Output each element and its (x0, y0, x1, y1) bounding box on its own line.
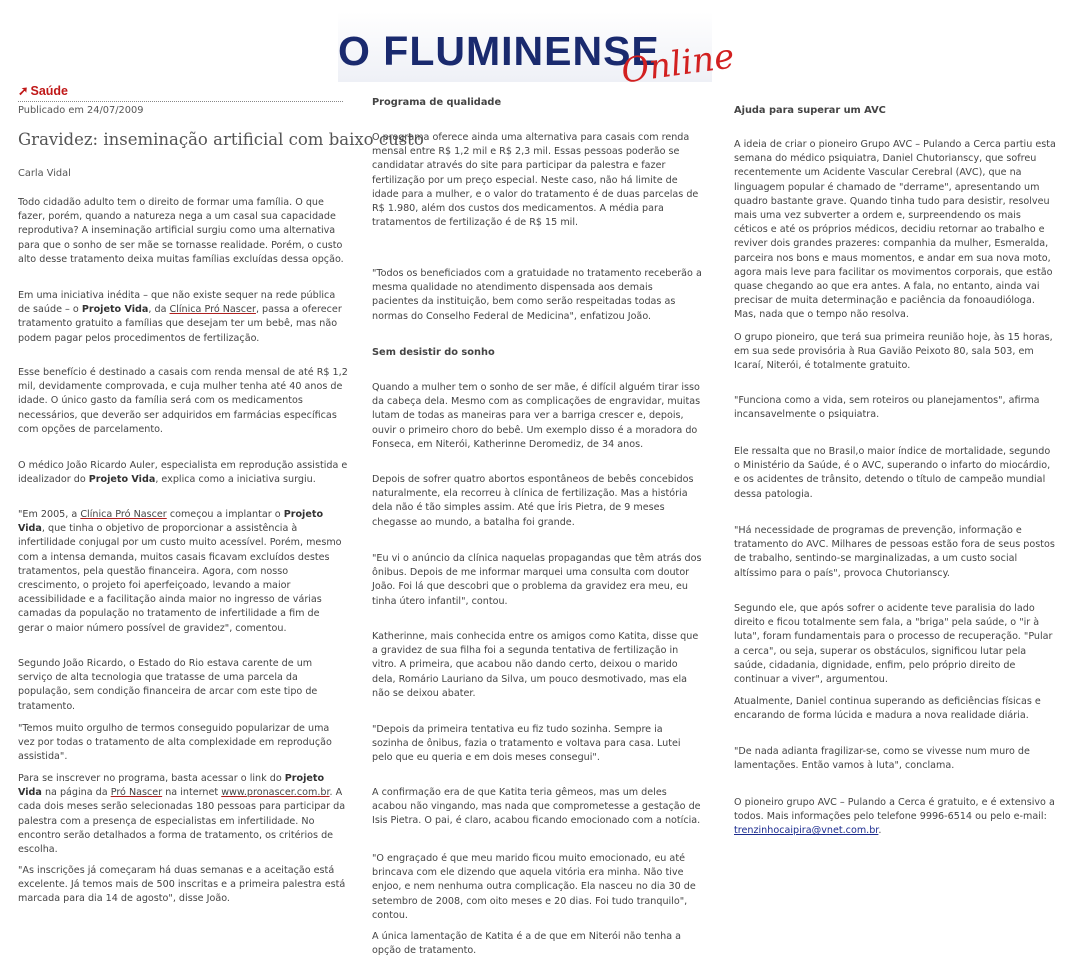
article-headline: Gravidez: inseminação artificial com baixo custo (18, 130, 424, 149)
website-link[interactable]: www.pronascer.com.br (221, 787, 330, 799)
paragraph: "Depois da primeira tentativa eu fiz tudo sozinha. Sempre ia sozinha de ônibus, fazia o tratamento e voltava para casa. Lutei pelo que eu queria e em dois meses consegui". (372, 724, 681, 764)
paragraph: A confirmação era de que Katita teria gêmeos, mas um deles acabou não vingando, mas nada que comprometesse a gestação de Isis Pietra. O pai, é claro, acabou ficando emocionado com a notícia. (372, 787, 701, 827)
paragraph: Segundo ele, que após sofrer o acidente teve paralisia do lado direito e ficou totalmente sem fala, a "briga" pela saúde, o "ir à luta", foram fundamentais para o processo de recuperação. "Pular a cerca", ou seja, superar os obstáculos, significou lutar pela saúde, cidadania, dignidade, enfim, pelo próprio direito de continuar a viver", argumentou. (734, 603, 1053, 686)
paragraph: "Todos os beneficiados com a gratuidade no tratamento receberão a mesma qualidade no atendimento dispensada aos demais pacientes da instituição, bem como serão respeitadas todas as normas do Conselho Federal de Medicina", enfatizou João. (372, 268, 702, 322)
project-name: Projeto Vida (81, 304, 149, 316)
text: . A cada dois meses serão selecionadas 180 pessoas para participar da palestra com a presença de especialistas em infertilidade. No encontro serão detalhados a forma de tratamento, os critérios de escolha. (18, 787, 346, 856)
paragraph: "Eu vi o anúncio da clínica naquelas propagandas que têm atrás dos ônibus. Depois de me informar marquei uma consulta com doutor João. Foi lá que descobri que o problema da gravidez era meu, eu tinha útero infantil", contou. (372, 553, 702, 607)
paragraph: "Temos muito orgulho de termos conseguido popularizar de uma vez por todas o tratamento de alta complexidade em reprodução assistida". (18, 723, 332, 763)
email-link[interactable]: trenzinhocaipira@vnet.com.br (734, 825, 879, 837)
paragraph: "Há necessidade de programas de prevenção, informação e tratamento do AVC. Milhares de pessoas estão fora de seus postos de trabalho, sentindo-se marginalizadas, a um custo social altíssimo para o país", provoca Chutorianscy. (734, 525, 1055, 579)
paragraph: A única lamentação de Katita é a de que em Niterói não tenha a opção de tratamento. (372, 931, 682, 957)
text: Em uma iniciativa inédita – que não existe sequer na rede pública de saúde – o (18, 290, 336, 316)
paragraph: Todo cidadão adulto tem o direito de formar uma família. O que fazer, porém, quando a natureza nega a um casal sua capacidade reprodutiva? A inseminação artificial surgiu como uma alternativa para que o sonho de ser mãe se tornasse realidade. Porém, o custo alto desse tratamento deixa muitas famílias excluídas dessa opção. (18, 197, 344, 265)
text: O pioneiro grupo AVC – Pulando a Cerca é gratuito, e é extensivo a todos. Mais informações pelo telefone 9996-6514 ou pelo e-mail: (734, 797, 1055, 823)
text: "Em 2005, a (18, 509, 81, 520)
text: , da (148, 304, 170, 316)
paragraph: Depois de sofrer quatro abortos espontâneos de bebês concebidos naturalmente, ela recorreu à clínica de fertilização. Mas a história dela não é tão simples assim. Até que Íris Pietra, de 9 meses chegasse ao mundo, a batalha foi grande. (372, 474, 694, 528)
divider (18, 101, 343, 102)
masthead-title: O FLUMINENSE (338, 28, 660, 74)
paragraph: O programa oferece ainda uma alternativa para casais com renda mensal entre R$ 1,2 mil e R$ 2,3 mil. Essas pessoas poderão se candidatar através do site para participar da palestra e fazer fertilização por um preço especial. Neste caso, não há limite de idade para a mulher, e o valor do tratamento é de duas parcelas de R$ 1.980, além dos custos dos medicamentos. A média para tratamentos de fertilização é de R$ 15 mil. (372, 132, 699, 229)
text: Para se inscrever no programa, basta acessar o link do (18, 773, 285, 784)
section-label[interactable] (18, 84, 68, 98)
paragraph: Katherinne, mais conhecida entre os amigos como Katita, disse que a gravidez de sua filha foi a segunda tentativa de fertilização in vitro. A primeira, que acabou não dando certo, deixou o marido dela, Romário Lauriano da Silva, um pouco desmotivado, mas ela não se deixou abater. (372, 631, 699, 699)
paragraph: Segundo João Ricardo, o Estado do Rio estava carente de um serviço de alta tecnologia que tratasse de uma parcela da população, sem condição financeira de arcar com este tipo de tratamento. (18, 658, 318, 712)
paragraph: A ideia de criar o pioneiro Grupo AVC – Pulando a Cerca partiu esta semana do médico psiquiatra, Daniel Chutorianscy, que sofreu recentemente um Acidente Vascular Cerebral (AVC), que na linguagem popular é chamado de "derrame", apresentando um quadro bastante grave. Quando tinha tudo para desistir, resolveu mais uma vez subverter a ordem e, surpreendendo os mais céticos e até os próprios médicos, decidiu retornar ao trabalho e reviver dois grandes prazeres: companhia da mulher, Esmeralda, parceira nos bons e maus momentos, e andar em sua nova moto, agora mais leve para facilitar os movimentos corporais, que estão quase chegando ao que era antes. A fala, no entanto, ainda vai precisar de muita determinação e paciência da fonoaudióloga. Mas, nada que o tempo não resolva. (734, 139, 1056, 321)
paragraph (18, 289, 348, 346)
paragraph: Ele ressalta que no Brasil,o maior índice de mortalidade, segundo o Ministério da Saúde, é o AVC, superando o infarto do miocárdio, e os acidentes de trânsito, detendo o título de campeão mundial dessa patologia. (734, 446, 1051, 500)
project-name: Projeto Vida (18, 773, 325, 799)
clinica-link[interactable]: Clínica Pró Nascer (80, 509, 167, 520)
subheading: Sem desistir do sonho (372, 347, 495, 358)
text: na internet (162, 787, 222, 799)
text: O médico João Ricardo Auler, especialista em reprodução assistida e idealizador do (18, 460, 348, 486)
paragraph: Quando a mulher tem o sonho de ser mãe, é difícil alguém tirar isso da cabeça dela. Mesmo com as complicações de engravidar, muitas lutam de todas as maneiras para ver a barriga crescer e, depois, ouvir o primeiro choro do bebê. Um exemplo disso é a moradora do Fonseca, em Niterói, Katherinne Deromediz, de 34 anos. (372, 382, 701, 450)
masthead-online: Online (618, 36, 737, 92)
arrow-icon: ➚ (18, 84, 29, 98)
paragraph: "Funciona como a vida, sem roteiros ou planejamentos", afirma incansavelmente o psiquiatra. (734, 395, 1040, 421)
text: . (878, 825, 882, 837)
column-middle (372, 0, 702, 960)
paragraph (734, 796, 1056, 839)
text: começou a implantar o (166, 509, 284, 520)
project-name: Projeto Vida (88, 474, 156, 486)
text: , passa a oferecer tratamento gratuito a famílias que desejam ter um bebê, mas não podem pagar pelos procedimentos de fertilização. (18, 304, 342, 344)
text: , que tinha o objetivo de proporcionar a assistência à infertilidade conjugal por um custo muito acessível. Porém, mesmo com a intensa demanda, muitos casais ficavam excluídos destes tratamentos, pela questão financeira. Agora, com nosso crescimento, o projeto foi aperfeiçoado, levando a maior acessibilidade e a facilitação ainda maior no ingresso de várias camadas da população no tratamento de infertilidade a fim de gerar o maior número possível de gravidez", comentou. (18, 523, 342, 634)
paragraph: "O engraçado é que meu marido ficou muito emocionado, eu até brincava com ele dizendo que aquela vitória era minha. Não tive enjoo, e nem nenhuma outra complicação. Ela nasceu no dia 30 de setembro de 2008, com oito meses e 20 dias. Foi tudo tranquilo", contou. (372, 853, 696, 921)
published-date: Publicado em 24/07/2009 (18, 105, 144, 116)
section-label-text: Saúde (30, 84, 68, 98)
clinica-link[interactable]: Clínica Pró Nascer (169, 304, 256, 316)
paragraph (18, 508, 348, 636)
project-name: Projeto Vida (18, 509, 324, 535)
column-right (734, 0, 1056, 960)
text: na página da (41, 787, 111, 799)
text: , explica como a iniciativa surgiu. (155, 474, 316, 486)
paragraph: "As inscrições já começaram há duas semanas e a aceitação está excelente. Já temos mais de 500 inscritas e a primeira palestra está marcada para dia 14 de agosto", disse João. (18, 865, 346, 905)
paragraph: "De nada adianta fragilizar-se, como se vivesse num muro de lamentações. Então vamos à luta", conclama. (734, 746, 1030, 772)
paragraph: Esse benefício é destinado a casais com renda mensal de até R$ 1,2 mil, devidamente comprovada, e cuja mulher tenha até 40 anos de idade. O único gasto da família será com os medicamentos necessários, que deverão ser adquiridos em farmácias específicas com opções de parcelamento. (18, 367, 348, 435)
subheading: Ajuda para superar um AVC (734, 105, 886, 116)
paragraph (18, 459, 348, 487)
pro-nascer-link[interactable]: Pró Nascer (110, 787, 163, 799)
article-byline: Carla Vidal (18, 168, 71, 179)
paragraph: O grupo pioneiro, que terá sua primeira reunião hoje, às 15 horas, em sua sede provisória à Rua Gavião Peixoto 80, sala 503, em Icaraí, Niterói, é totalmente gratuito. (734, 332, 1053, 372)
subheading: Programa de qualidade (372, 97, 502, 108)
column-left (18, 0, 424, 960)
paragraph (18, 772, 348, 857)
paragraph: Atualmente, Daniel continua superando as deficiências físicas e encarando de forma lúcida e madura a nova realidade diária. (734, 696, 1041, 722)
